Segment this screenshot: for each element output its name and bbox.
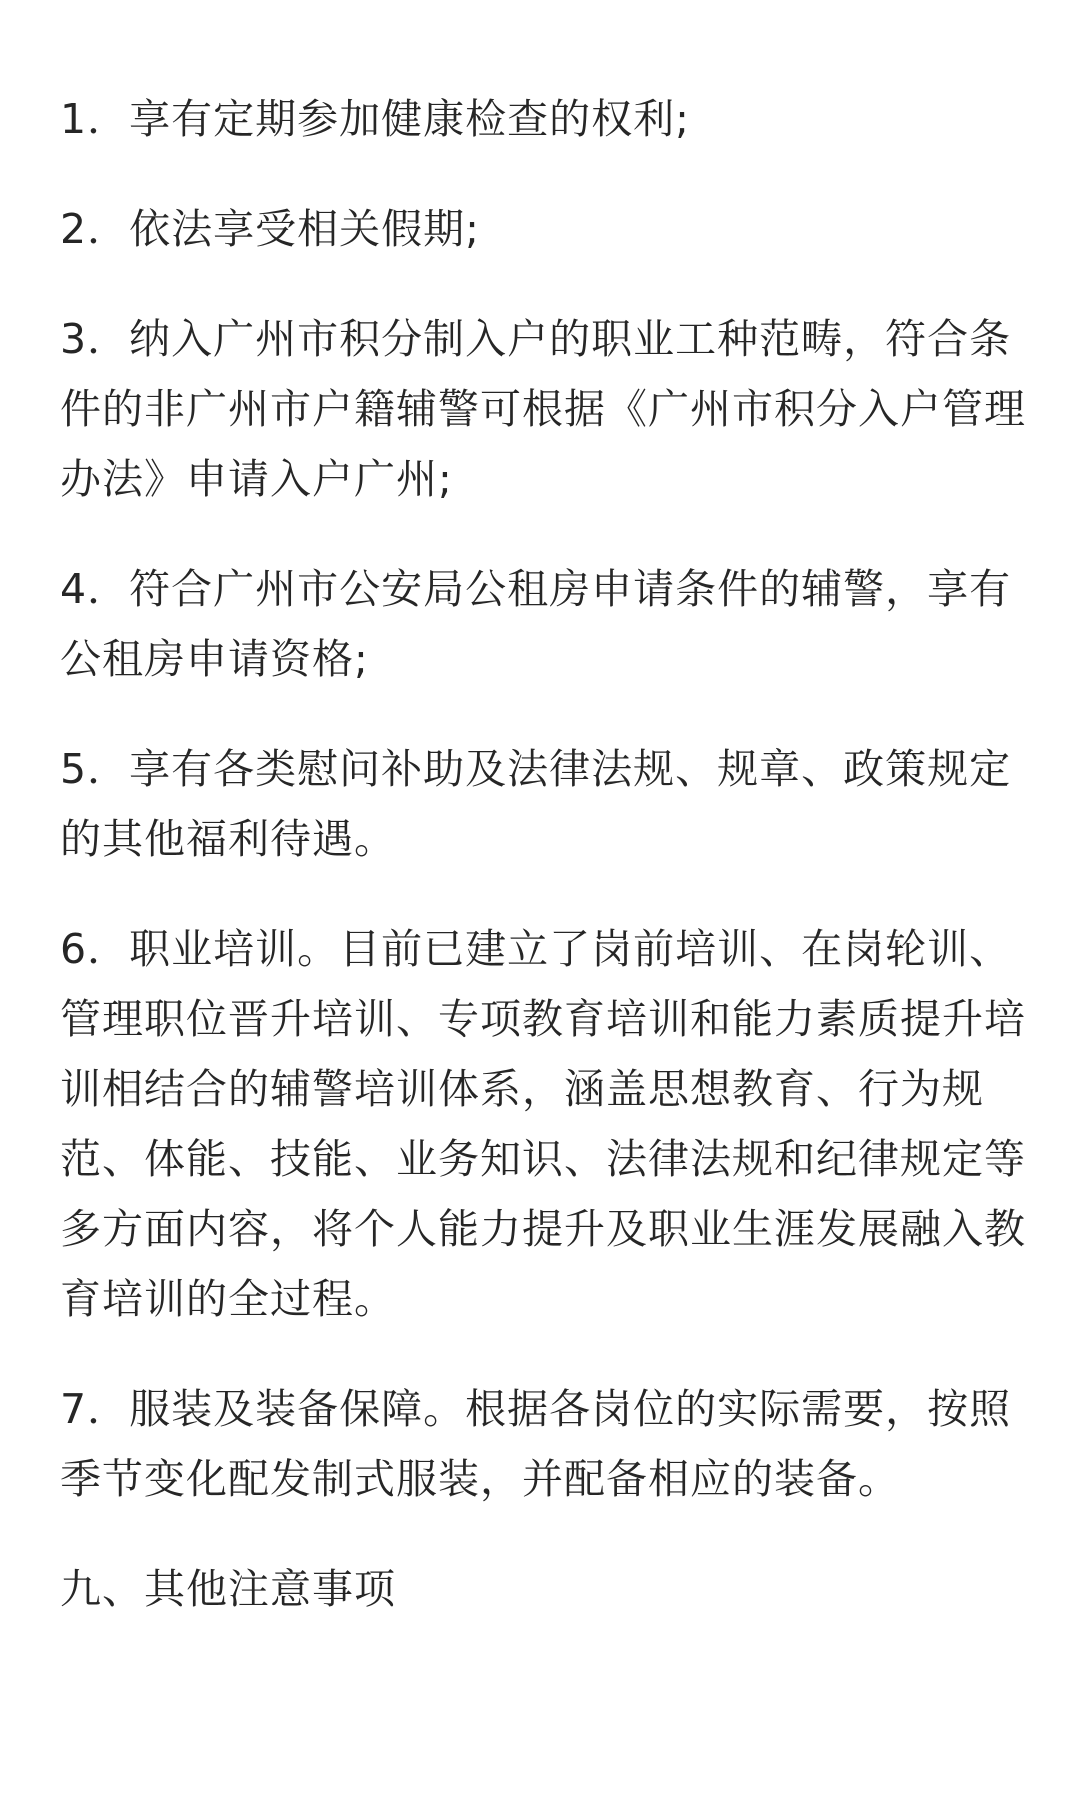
item-6-training: 6．职业培训。目前已建立了岗前培训、在岗轮训、管理职位晋升培训、专项教育培训和能力素质提升培训相结合的辅警培训体系，涵盖思想教育、行为规范、体能、技能、业务知识、法律法规和纪律规定等多方面内容，将个人能力提升及职业生涯发展融入教育培训的全过程。	[60, 925, 1026, 1323]
item-1-health-check: 1．享有定期参加健康检查的权利;	[60, 95, 690, 143]
item-3-household-registration: 3．纳入广州市积分制入户的职业工种范畴，符合条件的非广州市户籍辅警可根据《广州市积分入户管理办法》申请入户广州;	[60, 315, 1026, 503]
item-4-public-housing: 4．符合广州市公安局公租房申请条件的辅警，享有公租房申请资格;	[60, 565, 1012, 683]
item-2-leave: 2．依法享受相关假期;	[60, 205, 480, 253]
article-body	[60, 84, 1026, 1624]
item-5-welfare: 5．享有各类慰问补助及法律法规、规章、政策规定的其他福利待遇。	[60, 745, 1012, 863]
section-heading-other-notes: 九、其他注意事项	[60, 1565, 396, 1613]
item-7-uniform-equipment: 7．服装及装备保障。根据各岗位的实际需要，按照季节变化配发制式服装，并配备相应的装备。	[60, 1385, 1012, 1503]
